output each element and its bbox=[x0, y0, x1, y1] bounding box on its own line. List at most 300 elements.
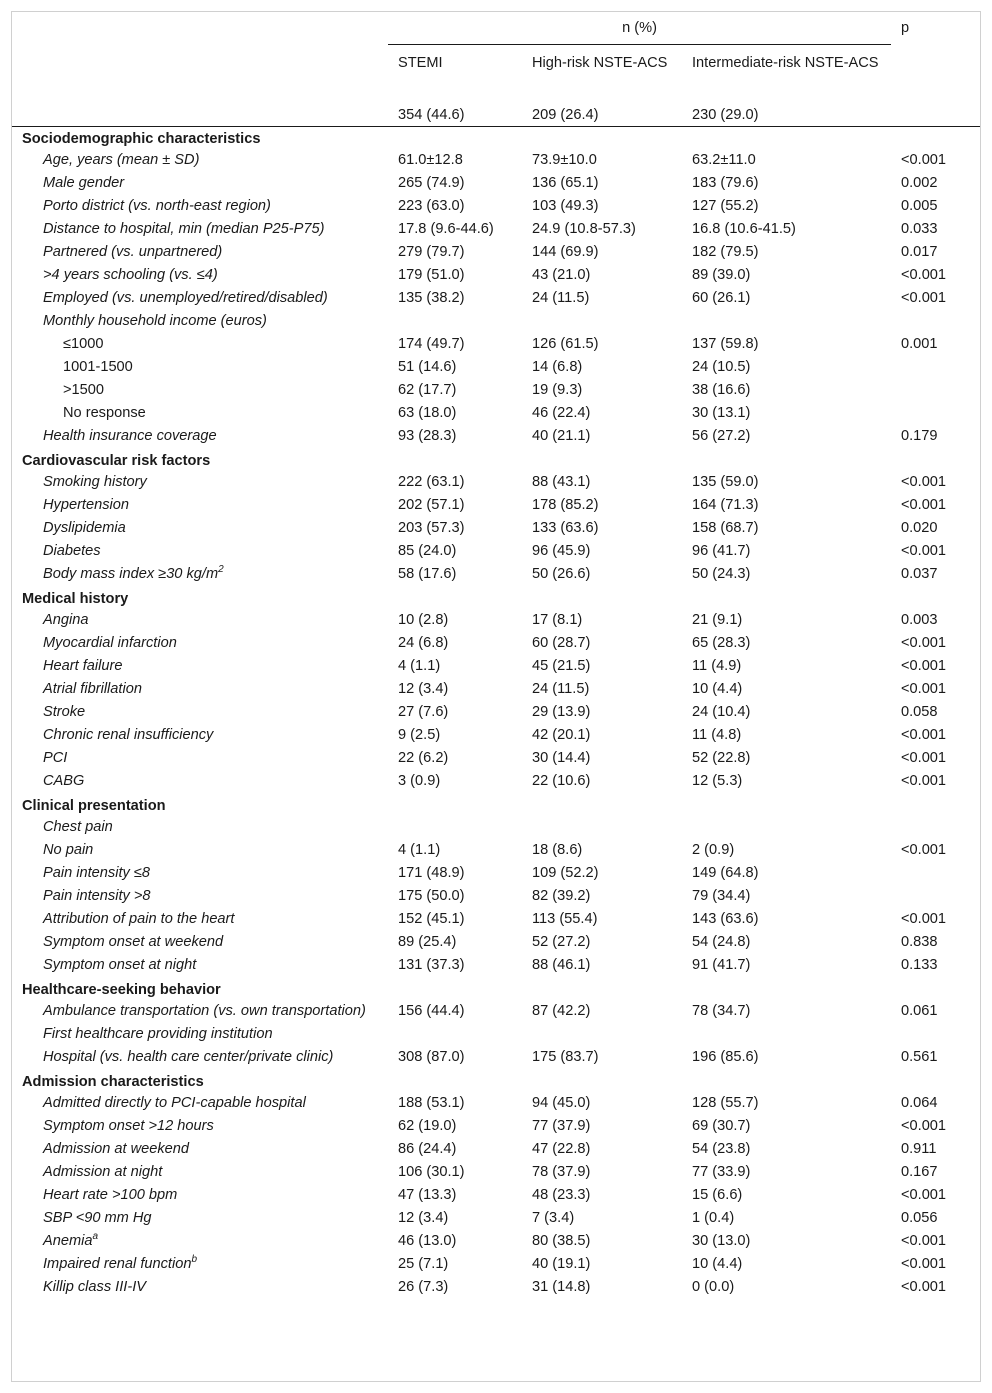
table-row bbox=[12, 817, 980, 840]
value-cell: 27 (7.6) bbox=[398, 704, 449, 720]
p-value-cell: 0.001 bbox=[901, 336, 938, 352]
value-cell: 133 (63.6) bbox=[532, 520, 599, 536]
value-cell: 135 (59.0) bbox=[692, 474, 759, 490]
row-label: Symptom onset >12 hours bbox=[43, 1118, 214, 1134]
p-value-cell: 0.002 bbox=[901, 175, 938, 191]
p-value-cell: <0.001 bbox=[901, 474, 947, 490]
table-row bbox=[12, 748, 980, 771]
value-cell: 30 (13.0) bbox=[692, 1233, 751, 1249]
value-cell: 63 (18.0) bbox=[398, 405, 457, 421]
value-cell: 15 (6.6) bbox=[692, 1187, 743, 1203]
group-header-n-percent: n (%) bbox=[388, 12, 891, 45]
value-cell: 52 (27.2) bbox=[532, 934, 591, 950]
value-cell: 42 (20.1) bbox=[532, 727, 591, 743]
table-row bbox=[12, 955, 980, 978]
table-row bbox=[12, 1001, 980, 1024]
value-cell: 11 (4.9) bbox=[692, 658, 742, 674]
value-cell: 58 (17.6) bbox=[398, 566, 457, 582]
value-cell: 19 (9.3) bbox=[532, 382, 583, 398]
p-value-cell: 0.911 bbox=[901, 1141, 937, 1157]
value-cell: 4 (1.1) bbox=[398, 842, 441, 858]
row-label: No pain bbox=[43, 842, 94, 858]
value-cell: 30 (13.1) bbox=[692, 405, 751, 421]
value-cell: 136 (65.1) bbox=[532, 175, 599, 191]
table-row bbox=[12, 426, 980, 449]
row-label: Hospital (vs. health care center/private clinic) bbox=[43, 1049, 334, 1065]
value-cell: 25 (7.1) bbox=[398, 1256, 449, 1272]
value-cell: 86 (24.4) bbox=[398, 1141, 457, 1157]
value-cell: 24 (11.5) bbox=[532, 290, 590, 306]
row-label: Angina bbox=[43, 612, 89, 628]
section-header-row bbox=[12, 794, 980, 817]
value-cell: 2 (0.9) bbox=[692, 842, 735, 858]
value-cell: 43 (21.0) bbox=[532, 267, 591, 283]
row-label: Health insurance coverage bbox=[43, 428, 217, 444]
value-cell: 21 (9.1) bbox=[692, 612, 743, 628]
row-label: Admission at weekend bbox=[43, 1141, 190, 1157]
value-cell: 45 (21.5) bbox=[532, 658, 591, 674]
value-cell: 16.8 (10.6-41.5) bbox=[692, 221, 796, 237]
value-cell bbox=[682, 817, 891, 840]
value-cell: 279 (79.7) bbox=[398, 244, 465, 260]
section-title: Healthcare-seeking behavior bbox=[22, 982, 221, 998]
value-cell: 78 (34.7) bbox=[692, 1003, 751, 1019]
value-cell: 31 (14.8) bbox=[532, 1279, 591, 1295]
row-label: Hypertension bbox=[43, 497, 129, 513]
value-cell: 202 (57.1) bbox=[398, 497, 465, 513]
p-value-cell: <0.001 bbox=[901, 911, 947, 927]
section-header-row bbox=[12, 1070, 980, 1093]
value-cell: 179 (51.0) bbox=[398, 267, 465, 283]
value-cell: 158 (68.7) bbox=[692, 520, 759, 536]
row-label: SBP <90 mm Hg bbox=[43, 1210, 152, 1226]
value-cell: 175 (50.0) bbox=[398, 888, 465, 904]
table-row bbox=[12, 771, 980, 794]
value-cell: 62 (17.7) bbox=[398, 382, 457, 398]
value-cell: 156 (44.4) bbox=[398, 1003, 465, 1019]
value-cell: 174 (49.7) bbox=[398, 336, 465, 352]
table-row bbox=[12, 1093, 980, 1116]
table-row bbox=[12, 288, 980, 311]
value-cell: 3 (0.9) bbox=[398, 773, 441, 789]
value-cell: 82 (39.2) bbox=[532, 888, 591, 904]
value-cell bbox=[522, 817, 682, 840]
value-cell bbox=[388, 1024, 522, 1047]
p-value-cell: <0.001 bbox=[901, 1279, 947, 1295]
p-value-cell: 0.064 bbox=[901, 1095, 938, 1111]
value-cell: 188 (53.1) bbox=[398, 1095, 465, 1111]
row-label: Age, years (mean ± SD) bbox=[43, 152, 200, 168]
footnote-marker: 2 bbox=[218, 564, 224, 576]
value-cell: 308 (87.0) bbox=[398, 1049, 465, 1065]
table-row bbox=[12, 472, 980, 495]
table-row bbox=[12, 219, 980, 242]
p-value-cell: <0.001 bbox=[901, 290, 947, 306]
value-cell: 22 (6.2) bbox=[398, 750, 449, 766]
row-label: Heart failure bbox=[43, 658, 123, 674]
value-cell: 62 (19.0) bbox=[398, 1118, 457, 1134]
table-row bbox=[12, 1208, 980, 1231]
value-cell: 131 (37.3) bbox=[398, 957, 465, 973]
row-label: >1500 bbox=[63, 382, 104, 398]
value-cell: 54 (23.8) bbox=[692, 1141, 751, 1157]
value-cell bbox=[388, 311, 522, 334]
row-label: Employed (vs. unemployed/retired/disabled) bbox=[43, 290, 328, 306]
table-row bbox=[12, 863, 980, 886]
value-cell: 51 (14.6) bbox=[398, 359, 457, 375]
value-cell: 54 (24.8) bbox=[692, 934, 751, 950]
row-label: Body mass index ≥30 $kg/m^2$ bbox=[43, 564, 224, 582]
row-label: Admitted directly to PCI-capable hospital bbox=[43, 1095, 306, 1111]
value-cell: 85 (24.0) bbox=[398, 543, 457, 559]
value-cell: 113 (55.4) bbox=[532, 911, 598, 927]
column-header-stemi: STEMI bbox=[398, 55, 443, 71]
value-cell: 93 (28.3) bbox=[398, 428, 457, 444]
p-value-cell: <0.001 bbox=[901, 1233, 947, 1249]
row-label: Porto district (vs. north-east region) bbox=[43, 198, 271, 214]
table-row bbox=[12, 932, 980, 955]
table-row bbox=[12, 886, 980, 909]
value-cell: 7 (3.4) bbox=[532, 1210, 575, 1226]
column-header-high-risk: High-risk NSTE-ACS bbox=[532, 55, 668, 71]
p-value-cell bbox=[891, 357, 980, 380]
value-cell: 47 (22.8) bbox=[532, 1141, 591, 1157]
value-cell: 24 (6.8) bbox=[398, 635, 449, 651]
row-label: Monthly household income (euros) bbox=[43, 313, 267, 329]
row-label: Anemia$^a$ bbox=[43, 1231, 99, 1249]
table-row bbox=[12, 1162, 980, 1185]
table-container bbox=[11, 11, 981, 1382]
p-value-cell: 0.037 bbox=[901, 566, 938, 582]
table-row bbox=[12, 633, 980, 656]
value-cell: 24 (11.5) bbox=[532, 681, 590, 697]
p-value-cell: 0.061 bbox=[901, 1003, 938, 1019]
row-label: Chest pain bbox=[43, 819, 113, 835]
p-value-cell bbox=[891, 863, 980, 886]
row-label: PCI bbox=[43, 750, 68, 766]
value-cell: 9 (2.5) bbox=[398, 727, 441, 743]
table-row bbox=[12, 518, 980, 541]
p-value-cell: <0.001 bbox=[901, 635, 947, 651]
row-label: Admission at night bbox=[43, 1164, 163, 1180]
table-row bbox=[12, 909, 980, 932]
value-cell: 11 (4.8) bbox=[692, 727, 742, 743]
value-cell: 135 (38.2) bbox=[398, 290, 465, 306]
p-value-cell bbox=[891, 311, 980, 334]
value-cell: 144 (69.9) bbox=[532, 244, 599, 260]
table-row bbox=[12, 265, 980, 288]
value-cell bbox=[522, 1024, 682, 1047]
value-cell: 196 (85.6) bbox=[692, 1049, 759, 1065]
table-row bbox=[12, 656, 980, 679]
table-row bbox=[12, 610, 980, 633]
p-value-cell: <0.001 bbox=[901, 658, 947, 674]
p-value-cell: <0.001 bbox=[901, 773, 947, 789]
value-cell: 222 (63.1) bbox=[398, 474, 465, 490]
value-cell: 63.2±11.0 bbox=[692, 152, 756, 168]
value-cell: 178 (85.2) bbox=[532, 497, 599, 513]
table-row bbox=[12, 173, 980, 196]
section-title: Sociodemographic characteristics bbox=[22, 131, 261, 147]
table-row bbox=[12, 357, 980, 380]
table-row bbox=[12, 564, 980, 587]
table-body bbox=[12, 127, 980, 1303]
value-cell: 126 (61.5) bbox=[532, 336, 599, 352]
row-label: Diabetes bbox=[43, 543, 101, 559]
value-cell: 106 (30.1) bbox=[398, 1164, 465, 1180]
value-cell: 60 (28.7) bbox=[532, 635, 591, 651]
row-label: Chronic renal insufficiency bbox=[43, 727, 214, 743]
section-title: Medical history bbox=[22, 591, 129, 607]
row-label: First healthcare providing institution bbox=[43, 1026, 273, 1042]
table-row bbox=[12, 702, 980, 725]
p-value-cell: 0.133 bbox=[901, 957, 938, 973]
value-cell bbox=[682, 1024, 891, 1047]
section-header-row bbox=[12, 449, 980, 472]
p-value-cell: 0.017 bbox=[901, 244, 938, 260]
p-value-cell: 0.058 bbox=[901, 704, 938, 720]
footnote-marker: a bbox=[92, 1231, 99, 1243]
p-value-cell: <0.001 bbox=[901, 681, 947, 697]
section-title: Cardiovascular risk factors bbox=[22, 453, 211, 469]
total-high-risk: 209 (26.4) bbox=[522, 99, 682, 127]
value-cell: 183 (79.6) bbox=[692, 175, 759, 191]
value-cell: 87 (42.2) bbox=[532, 1003, 591, 1019]
value-cell: 223 (63.0) bbox=[398, 198, 465, 214]
table-row bbox=[12, 1254, 980, 1277]
row-label: Partnered (vs. unpartnered) bbox=[43, 244, 223, 260]
row-label: Atrial fibrillation bbox=[43, 681, 142, 697]
value-cell: 152 (45.1) bbox=[398, 911, 465, 927]
header-empty-cell bbox=[12, 12, 388, 45]
table-row bbox=[12, 380, 980, 403]
value-cell: 88 (43.1) bbox=[532, 474, 591, 490]
table-row bbox=[12, 242, 980, 265]
p-value-cell bbox=[891, 1024, 980, 1047]
row-label: Myocardial infarction bbox=[43, 635, 177, 651]
p-value-cell: <0.001 bbox=[901, 497, 947, 513]
row-label: Killip class III-IV bbox=[43, 1279, 146, 1295]
value-cell: 89 (39.0) bbox=[692, 267, 751, 283]
row-label: CABG bbox=[43, 773, 85, 789]
value-cell: 65 (28.3) bbox=[692, 635, 751, 651]
value-cell: 38 (16.6) bbox=[692, 382, 751, 398]
row-label: Symptom onset at night bbox=[43, 957, 197, 973]
value-cell: 88 (46.1) bbox=[532, 957, 591, 973]
row-label: Stroke bbox=[43, 704, 86, 720]
table-row bbox=[12, 1139, 980, 1162]
value-cell: 60 (26.1) bbox=[692, 290, 751, 306]
value-cell: 22 (10.6) bbox=[532, 773, 591, 789]
p-value-cell: <0.001 bbox=[901, 543, 947, 559]
value-cell: 265 (74.9) bbox=[398, 175, 465, 191]
table-row bbox=[12, 1185, 980, 1208]
value-cell: 0 (0.0) bbox=[692, 1279, 735, 1295]
table-row bbox=[12, 196, 980, 219]
value-cell: 77 (33.9) bbox=[692, 1164, 751, 1180]
header-row-totals bbox=[12, 99, 980, 127]
p-value-cell: <0.001 bbox=[901, 1256, 947, 1272]
table-row bbox=[12, 1116, 980, 1139]
row-label: 1001-1500 bbox=[63, 359, 133, 375]
section-header-row bbox=[12, 978, 980, 1001]
value-cell: 175 (83.7) bbox=[532, 1049, 599, 1065]
row-label: Smoking history bbox=[43, 474, 147, 490]
p-value-cell: <0.001 bbox=[901, 1118, 947, 1134]
value-cell: 24 (10.5) bbox=[692, 359, 751, 375]
p-value-cell bbox=[891, 886, 980, 909]
p-value-cell: 0.033 bbox=[901, 221, 938, 237]
value-cell: 96 (41.7) bbox=[692, 543, 751, 559]
value-cell: 73.9±10.0 bbox=[532, 152, 597, 168]
value-cell: 48 (23.3) bbox=[532, 1187, 591, 1203]
value-cell: 182 (79.5) bbox=[692, 244, 759, 260]
value-cell: 10 (4.4) bbox=[692, 681, 743, 697]
value-cell: 12 (3.4) bbox=[398, 1210, 449, 1226]
value-cell: 17.8 (9.6-44.6) bbox=[398, 221, 494, 237]
value-cell: 46 (13.0) bbox=[398, 1233, 457, 1249]
value-cell: 69 (30.7) bbox=[692, 1118, 751, 1134]
table-row bbox=[12, 403, 980, 426]
table-row bbox=[12, 1047, 980, 1070]
value-cell: 4 (1.1) bbox=[398, 658, 441, 674]
row-label: No response bbox=[63, 405, 146, 421]
value-cell: 96 (45.9) bbox=[532, 543, 591, 559]
row-label: Pain intensity >8 bbox=[43, 888, 151, 904]
p-value-cell: 0.056 bbox=[901, 1210, 938, 1226]
section-header-row bbox=[12, 587, 980, 610]
row-label: Pain intensity ≤8 bbox=[43, 865, 150, 881]
p-value-cell bbox=[891, 817, 980, 840]
value-cell: 149 (64.8) bbox=[692, 865, 759, 881]
table-row bbox=[12, 495, 980, 518]
value-cell: 26 (7.3) bbox=[398, 1279, 449, 1295]
total-stemi: 354 (44.6) bbox=[388, 99, 522, 127]
value-cell: 109 (52.2) bbox=[532, 865, 599, 881]
value-cell: 47 (13.3) bbox=[398, 1187, 457, 1203]
value-cell: 61.0±12.8 bbox=[398, 152, 463, 168]
row-label: Symptom onset at weekend bbox=[43, 934, 224, 950]
table-row bbox=[12, 1231, 980, 1254]
value-cell: 80 (38.5) bbox=[532, 1233, 591, 1249]
value-cell: 91 (41.7) bbox=[692, 957, 751, 973]
p-value-cell: 0.020 bbox=[901, 520, 938, 536]
value-cell: 56 (27.2) bbox=[692, 428, 751, 444]
header-row-columns bbox=[12, 45, 980, 100]
value-cell: 12 (5.3) bbox=[692, 773, 743, 789]
p-value-cell: <0.001 bbox=[901, 842, 947, 858]
row-label: Distance to hospital, min (median P25-P75) bbox=[43, 221, 325, 237]
table-row bbox=[12, 541, 980, 564]
p-value-cell: 0.561 bbox=[901, 1049, 938, 1065]
row-label: Attribution of pain to the heart bbox=[43, 911, 235, 927]
value-cell: 40 (21.1) bbox=[532, 428, 591, 444]
value-cell: 30 (14.4) bbox=[532, 750, 591, 766]
p-header: p bbox=[901, 20, 910, 36]
value-cell: 137 (59.8) bbox=[692, 336, 759, 352]
table-row bbox=[12, 840, 980, 863]
header-row-group bbox=[12, 12, 980, 45]
value-cell bbox=[388, 817, 522, 840]
p-value-cell: 0.003 bbox=[901, 612, 938, 628]
value-cell: 127 (55.2) bbox=[692, 198, 759, 214]
value-cell: 52 (22.8) bbox=[692, 750, 751, 766]
p-value-cell: 0.838 bbox=[901, 934, 938, 950]
row-label: Dyslipidemia bbox=[43, 520, 126, 536]
p-value-cell: <0.001 bbox=[901, 267, 947, 283]
value-cell: 89 (25.4) bbox=[398, 934, 457, 950]
value-cell: 46 (22.4) bbox=[532, 405, 591, 421]
value-cell: 1 (0.4) bbox=[692, 1210, 735, 1226]
value-cell: 171 (48.9) bbox=[398, 865, 465, 881]
p-value-cell: 0.167 bbox=[901, 1164, 938, 1180]
p-value-cell bbox=[891, 380, 980, 403]
value-cell: 14 (6.8) bbox=[532, 359, 583, 375]
table-row bbox=[12, 311, 980, 334]
table-row bbox=[12, 334, 980, 357]
p-value-cell: <0.001 bbox=[901, 727, 947, 743]
row-label: ≤1000 bbox=[63, 336, 104, 352]
value-cell: 10 (2.8) bbox=[398, 612, 449, 628]
value-cell: 143 (63.6) bbox=[692, 911, 759, 927]
column-header-intermediate-risk: Intermediate-risk NSTE-ACS bbox=[692, 55, 879, 71]
row-label: >4 years schooling (vs. ≤4) bbox=[43, 267, 218, 283]
p-value-cell: <0.001 bbox=[901, 750, 947, 766]
value-cell: 24 (10.4) bbox=[692, 704, 751, 720]
value-cell: 164 (71.3) bbox=[692, 497, 759, 513]
value-cell: 18 (8.6) bbox=[532, 842, 583, 858]
value-cell: 12 (3.4) bbox=[398, 681, 449, 697]
data-table bbox=[12, 12, 980, 1302]
row-label: Impaired renal function$^b$ bbox=[43, 1254, 198, 1272]
value-cell: 203 (57.3) bbox=[398, 520, 465, 536]
value-cell: 78 (37.9) bbox=[532, 1164, 591, 1180]
table-row bbox=[12, 679, 980, 702]
value-cell: 50 (26.6) bbox=[532, 566, 591, 582]
value-cell: 24.9 (10.8-57.3) bbox=[532, 221, 636, 237]
row-label: Male gender bbox=[43, 175, 125, 191]
section-title: Clinical presentation bbox=[22, 798, 166, 814]
value-cell: 77 (37.9) bbox=[532, 1118, 591, 1134]
footnote-marker: b bbox=[191, 1254, 198, 1266]
value-cell: 128 (55.7) bbox=[692, 1095, 759, 1111]
value-cell: 50 (24.3) bbox=[692, 566, 751, 582]
value-cell: 17 (8.1) bbox=[532, 612, 583, 628]
value-cell: 40 (19.1) bbox=[532, 1256, 591, 1272]
total-intermediate-risk: 230 (29.0) bbox=[682, 99, 891, 127]
value-cell: 79 (34.4) bbox=[692, 888, 751, 904]
p-value-cell: 0.005 bbox=[901, 198, 938, 214]
value-cell: 29 (13.9) bbox=[532, 704, 591, 720]
section-header-row bbox=[12, 127, 980, 151]
value-cell: 103 (49.3) bbox=[532, 198, 599, 214]
table-row bbox=[12, 1024, 980, 1047]
table-row bbox=[12, 725, 980, 748]
section-title: Admission characteristics bbox=[22, 1074, 204, 1090]
row-label: Heart rate >100 bpm bbox=[43, 1187, 178, 1203]
row-label: Ambulance transportation (vs. own transportation) bbox=[43, 1003, 366, 1019]
value-cell bbox=[522, 311, 682, 334]
p-value-cell: <0.001 bbox=[901, 1187, 947, 1203]
value-cell: 10 (4.4) bbox=[692, 1256, 743, 1272]
p-value-cell: 0.179 bbox=[901, 428, 938, 444]
value-cell bbox=[682, 311, 891, 334]
p-value-cell bbox=[891, 403, 980, 426]
table-row bbox=[12, 1277, 980, 1302]
value-cell: 94 (45.0) bbox=[532, 1095, 591, 1111]
p-value-cell: <0.001 bbox=[901, 152, 947, 168]
table-row bbox=[12, 150, 980, 173]
